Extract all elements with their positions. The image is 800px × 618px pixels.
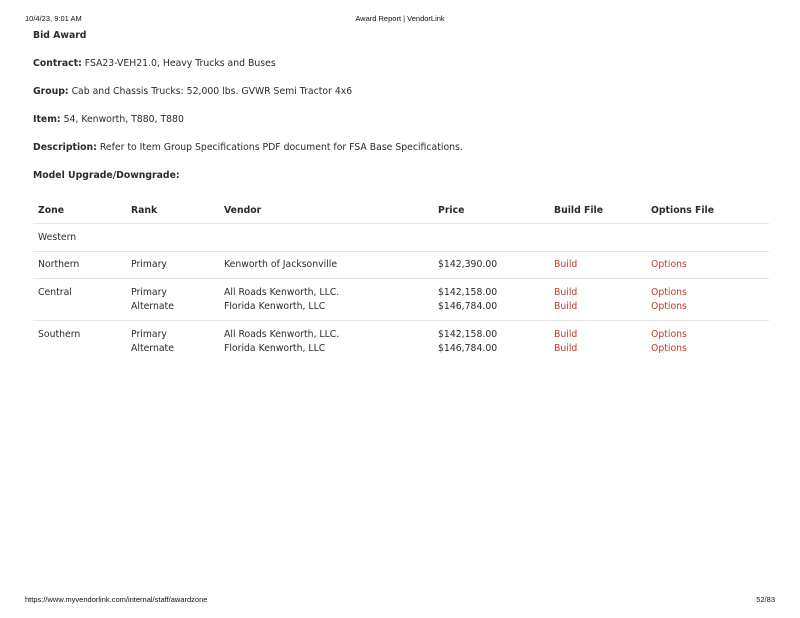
print-url: https://www.myvendorlink.com/internal/staff/awardzone <box>25 595 208 604</box>
page-number: 52/83 <box>756 595 775 604</box>
rank-cell: Primary <box>131 329 167 340</box>
item-value: 54, Kenworth, T880, T880 <box>60 114 184 125</box>
table-row <box>33 321 769 362</box>
group-value: Cab and Chassis Trucks: 52,000 lbs. GVWR Semi Tractor 4x6 <box>68 86 353 97</box>
vendor-cell: Florida Kenworth, LLC <box>224 301 326 312</box>
price-cell: $142,390.00 <box>438 259 498 270</box>
rank-cell: Alternate <box>131 301 174 312</box>
contract-label: Contract: <box>33 58 82 69</box>
table-row <box>33 224 769 252</box>
build-file-link[interactable]: Build <box>554 329 578 340</box>
build-file-link[interactable]: Build <box>554 301 578 312</box>
rank-cell: Alternate <box>131 343 174 354</box>
build-file-link[interactable]: Build <box>554 287 578 298</box>
build-file-link[interactable]: Build <box>554 343 578 354</box>
table-row <box>33 279 769 321</box>
vendor-cell: Florida Kenworth, LLC <box>224 343 326 354</box>
print-footer <box>25 595 775 607</box>
award-table <box>33 200 769 362</box>
vendor-cell: All Roads Kenworth, LLC. <box>224 329 340 340</box>
print-header <box>25 14 775 26</box>
print-datetime: 10/4/23, 9:01 AM <box>25 14 82 23</box>
options-file-link[interactable]: Options <box>651 343 687 354</box>
options-file-link[interactable]: Options <box>651 287 687 298</box>
zone-cell: Northern <box>38 259 80 270</box>
column-header-options-file: Options File <box>651 205 714 216</box>
group-label: Group: <box>33 86 69 97</box>
price-cell: $146,784.00 <box>438 301 498 312</box>
vendor-cell: Kenworth of Jacksonville <box>224 259 338 270</box>
zone-cell: Central <box>38 287 72 298</box>
table-header-row <box>33 200 769 224</box>
options-file-link[interactable]: Options <box>651 259 687 270</box>
column-header-vendor: Vendor <box>224 205 262 216</box>
zone-cell: Western <box>38 232 77 243</box>
build-file-link[interactable]: Build <box>554 259 578 270</box>
description-value: Refer to Item Group Specifications PDF document for FSA Base Specifications. <box>96 142 463 153</box>
column-header-build-file: Build File <box>554 205 603 216</box>
item-label: Item: <box>33 114 61 125</box>
description-field <box>33 142 770 154</box>
price-cell: $146,784.00 <box>438 343 498 354</box>
description-label: Description: <box>33 142 97 153</box>
model-upgrade-field <box>33 170 770 182</box>
item-field <box>33 114 770 126</box>
contract-value: FSA23-VEH21.0, Heavy Trucks and Buses <box>81 58 276 69</box>
price-cell: $142,158.00 <box>438 329 498 340</box>
print-title: Award Report | VendorLink <box>355 14 445 23</box>
group-field <box>33 86 770 98</box>
rank-cell: Primary <box>131 259 167 270</box>
column-header-zone: Zone <box>38 205 65 216</box>
report-details <box>33 30 770 182</box>
model-upgrade-label: Model Upgrade/Downgrade: <box>33 170 180 181</box>
zone-cell: Southern <box>38 329 81 340</box>
contract-field <box>33 58 770 70</box>
options-file-link[interactable]: Options <box>651 301 687 312</box>
price-cell: $142,158.00 <box>438 287 498 298</box>
vendor-cell: All Roads Kenworth, LLC. <box>224 287 340 298</box>
table-row <box>33 252 769 279</box>
column-header-rank: Rank <box>131 205 158 216</box>
rank-cell: Primary <box>131 287 167 298</box>
report-heading: Bid Award <box>33 30 87 41</box>
column-header-price: Price <box>438 205 465 216</box>
options-file-link[interactable]: Options <box>651 329 687 340</box>
